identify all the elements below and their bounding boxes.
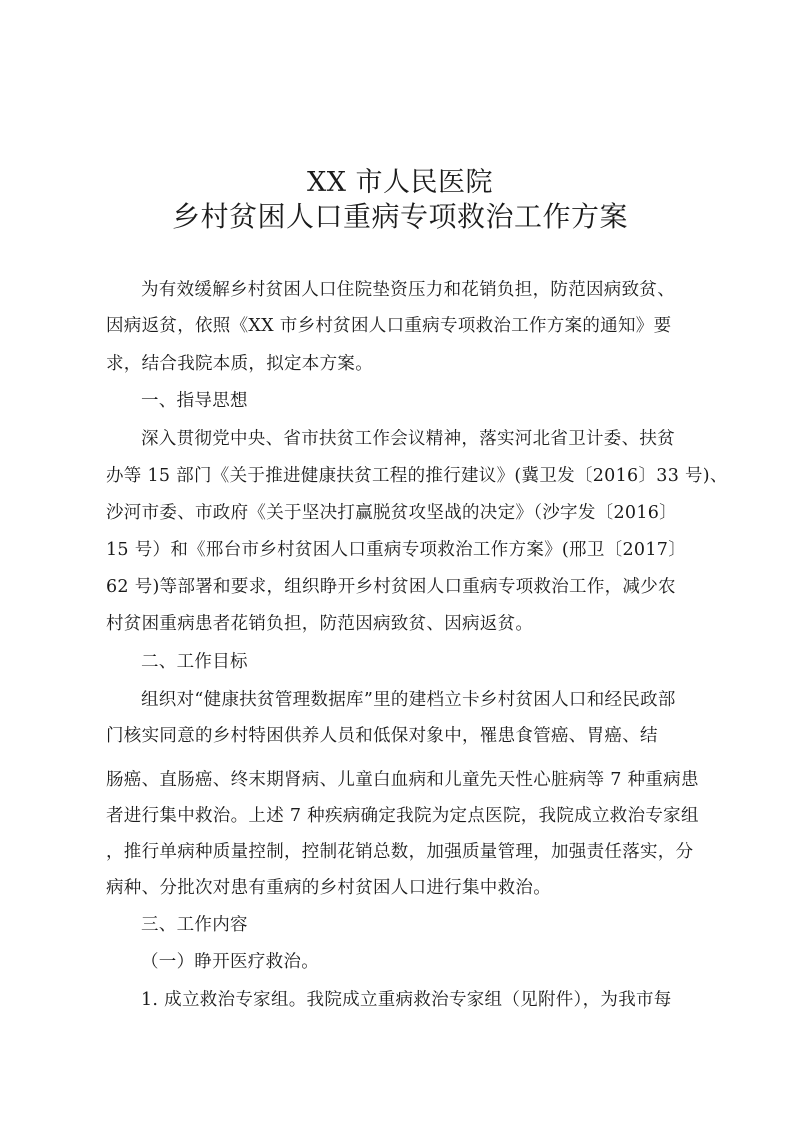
paragraph-line: 62 号)等部署和要求，组织睁开乡村贫困人口重病专项救治工作，减少农 bbox=[106, 577, 676, 597]
paragraph-line: 求，结合我院本质，拟定本方案。 bbox=[106, 354, 373, 374]
paragraph-line: 为有效缓解乡村贫困人口住院垫资压力和花销负担，防范因病致贫、 bbox=[141, 280, 675, 300]
paragraph-line: 肠癌、直肠癌、终末期肾病、儿童白血病和儿童先天性心脏病等 7 种重病患 bbox=[106, 770, 699, 790]
paragraph-line: 村贫困重病患者花销负担，防范因病致贫、因病返贫。 bbox=[106, 614, 534, 634]
paragraph-line: 组织对“健康扶贫管理数据库”里的建档立卡乡村贫困人口和经民政部 bbox=[141, 690, 676, 710]
section-heading: 二、工作目标 bbox=[141, 652, 248, 672]
paragraph-line: 深入贯彻党中央、省市扶贫工作会议精神，落实河北省卫计委、扶贫 bbox=[141, 429, 675, 449]
paragraph-line: ，推行单病种质量控制，控制花销总数，加强质量管理，加强责任落实，分 bbox=[106, 842, 694, 862]
section-heading: 三、工作内容 bbox=[141, 915, 248, 935]
paragraph-line: 沙河市委、市政府《关于坚决打赢脱贫攻坚战的决定》（沙字发〔2016〕 bbox=[106, 503, 677, 523]
document-title-line1: XX 市人民医院 bbox=[306, 167, 494, 198]
paragraph-line: 者进行集中救治。上述 7 种疾病确定我院为定点医院，我院成立救治专家组 bbox=[106, 806, 699, 826]
subsection-heading: （一）睁开医疗救治。 bbox=[141, 952, 319, 972]
document-title-line2: 乡村贫困人口重病专项救治工作方案 bbox=[171, 200, 628, 233]
section-heading: 一、指导思想 bbox=[141, 391, 248, 411]
paragraph-line: 办等 15 部门《关于推进健康扶贫工程的推行建议》(冀卫发〔2016〕33 号)、 bbox=[106, 466, 728, 486]
paragraph-line: 门核实同意的乡村特困供养人员和低保对象中，罹患食管癌、胃癌、结 bbox=[106, 726, 658, 746]
paragraph-line: 病种、分批次对患有重病的乡村贫困人口进行集中救治。 bbox=[106, 878, 551, 898]
paragraph-line: 1. 成立救治专家组。我院成立重病救治专家组（见附件），为我市每 bbox=[141, 990, 672, 1010]
paragraph-line: 因病返贫，依照《XX 市乡村贫困人口重病专项救治工作方案的通知》要 bbox=[106, 316, 672, 336]
paragraph-line: 15 号）和《邢台市乡村贫困人口重病专项救治工作方案》(邢卫〔2017〕 bbox=[106, 540, 686, 560]
